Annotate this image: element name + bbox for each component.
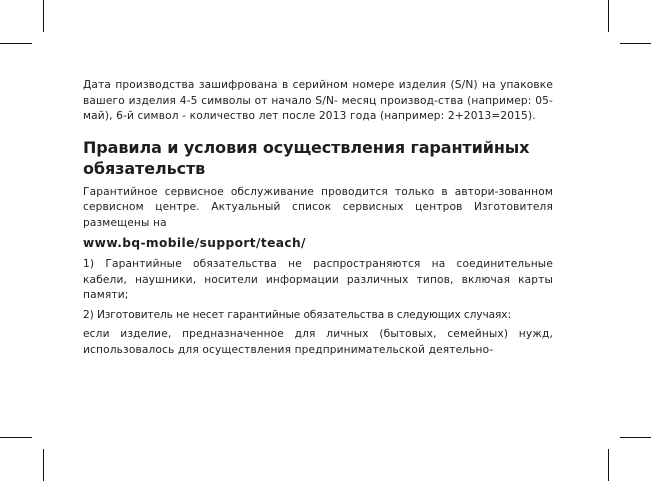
serial-number-paragraph: Дата производства зашифрована в серийном номере изделия (S/N) на упаковке вашего изделия 4-5 символы от начало S/N- месяц производ-ства (например: 05-май), 6-й символ - количество лет после 2013 года (например: 2+2013=2015).: [83, 79, 553, 122]
warranty-item-2: 2) Изготовитель не несет гарантийные обязательства в следующих случаях:: [83, 308, 511, 321]
service-url: www.bq-mobile/support/teach/: [83, 236, 306, 250]
crop-mark-top-right-h: [620, 43, 651, 44]
crop-mark-bottom-right-h: [620, 437, 651, 438]
crop-mark-top-left: [43, 0, 44, 32]
crop-mark-top-left-h: [0, 43, 32, 44]
document-body: [83, 78, 553, 358]
crop-mark-top-right: [608, 0, 609, 32]
crop-mark-bottom-right: [608, 449, 609, 481]
warranty-item-1: 1) Гарантийные обязательства не распространяются на соединительные кабели, наушники, носители информации различных типов, включая карты памяти;: [83, 258, 553, 301]
service-paragraph: Гарантийное сервисное обслуживание проводится только в автори-зованном сервисном центре. Актуальный список сервисных центров Изготовителя размещены на: [83, 185, 553, 229]
cases-paragraph: если изделие, предназначенное для личных (бытовых, семейных) нужд, использовалось для осуществления предпринимательской деятельно-: [83, 328, 553, 356]
crop-mark-bottom-left: [43, 449, 44, 481]
crop-mark-bottom-left-h: [0, 437, 32, 438]
warranty-heading: Правила и условия осуществления гарантийных обязательств: [83, 137, 530, 178]
